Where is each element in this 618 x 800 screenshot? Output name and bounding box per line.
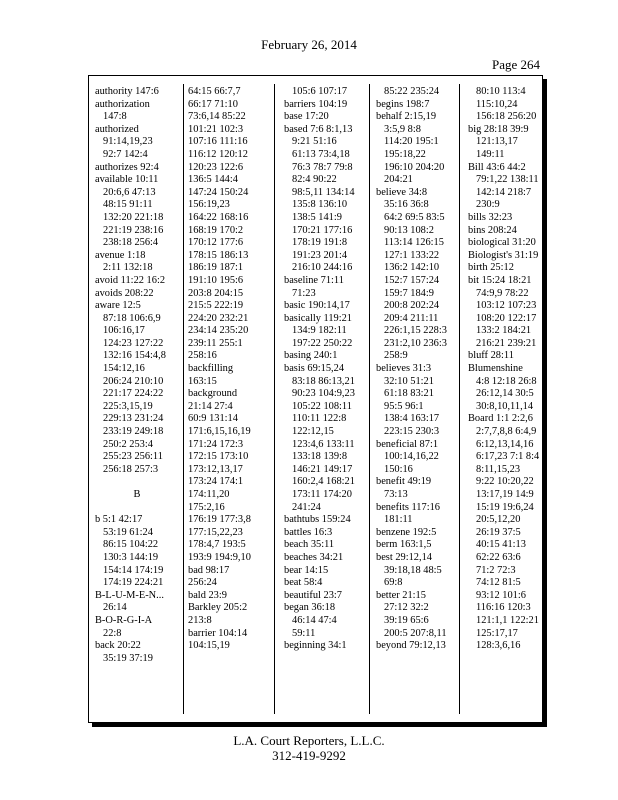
- index-entry-line: 178:15 186:13: [188, 249, 249, 261]
- index-entry-line: 21:14 27:4: [188, 400, 233, 412]
- index-entry-line: authorization: [95, 98, 150, 110]
- index-entry-line: 46:14 47:4: [292, 614, 337, 626]
- index-entry-line: 152:7 157:24: [384, 274, 440, 286]
- index-column-1: [95, 86, 179, 665]
- index-entry-line: 176:19 177:3,8: [188, 514, 251, 526]
- index-entry-line: 4:8 12:18 26:8: [476, 375, 537, 387]
- index-entry-line: 110:11 122:8: [292, 413, 347, 425]
- index-entry-line: Board 1:1 2:2,6: [468, 413, 533, 425]
- index-entry-line: bit 15:24 18:21: [468, 274, 532, 286]
- index-entry-line: 59:11: [292, 627, 316, 639]
- index-entry-line: beyond 79:12,13: [376, 640, 446, 652]
- index-entry-line: 191:23 201:4: [292, 249, 348, 261]
- index-entry-line: 164:22 168:16: [188, 211, 249, 223]
- index-entry-line: 258:9: [384, 350, 408, 362]
- index-entry-line: Blumenshine: [468, 363, 523, 375]
- index-entry-line: 156:19,23: [188, 199, 230, 211]
- index-entry-line: birth 25:12: [468, 262, 514, 274]
- index-entry-line: 107:16 111:16: [188, 136, 248, 148]
- index-column-2: [188, 86, 272, 653]
- index-entry-line: 154:14 174:19: [103, 564, 164, 576]
- footer-company: L.A. Court Reporters, L.L.C.: [233, 733, 385, 748]
- index-entry-line: 133:2 184:21: [476, 325, 532, 337]
- index-entry-line: 9:21 51:16: [292, 136, 337, 148]
- index-entry-line: 142:14 218:7: [476, 186, 532, 198]
- index-entry-line: 124:23 127:22: [103, 337, 164, 349]
- column-divider: [183, 84, 184, 714]
- index-entry-line: 60:9 131:14: [188, 413, 238, 425]
- column-divider: [369, 84, 370, 714]
- index-entry-line: 238:18 256:4: [103, 237, 159, 249]
- index-entry-line: beat 58:4: [284, 577, 323, 589]
- index-entry-line: big 28:18 39:9: [468, 123, 529, 135]
- index-entry-line: 104:15,19: [188, 640, 230, 652]
- index-entry-line: 216:10 244:16: [292, 262, 353, 274]
- index-entry-line: based 7:6 8:1,13: [284, 123, 353, 135]
- index-entry-line: 170:21 177:16: [292, 224, 353, 236]
- index-entry-line: basis 69:15,24: [284, 363, 345, 375]
- index-entry-line: 79:1,22 138:11: [476, 174, 539, 186]
- index-entry-line: 171:24 172:3: [188, 438, 244, 450]
- index-entry-line: Biologist's 31:19: [468, 249, 539, 261]
- index-entry-line: 125:17,17: [476, 627, 518, 639]
- index-entry-line: basing 240:1: [284, 350, 338, 362]
- index-entry-line: 90:13 108:2: [384, 224, 434, 236]
- index-entry-line: 241:24: [292, 501, 321, 513]
- index-entry-line: 101:21 102:3: [188, 123, 244, 135]
- index-entry-line: 170:12 177:6: [188, 237, 244, 249]
- index-letter-heading: B: [133, 489, 141, 500]
- index-entry-line: 98:5,11 134:14: [292, 186, 355, 198]
- index-entry-line: 177:15,22,23: [188, 526, 243, 538]
- index-entry-line: beaches 34:21: [284, 551, 344, 563]
- index-entry-line: 71:23: [292, 287, 316, 299]
- index-entry-line: [95, 476, 179, 489]
- index-entry-line: 173:24 174:1: [188, 476, 244, 488]
- index-entry-line: avoids 208:22: [95, 287, 154, 299]
- index-entry-line: beach 35:11: [284, 539, 335, 551]
- index-entry-line: bear 14:15: [284, 564, 329, 576]
- index-entry-line: 6:12,13,14,16: [476, 438, 534, 450]
- index-entry-line: 209:4 211:11: [384, 312, 439, 324]
- index-entry-line: believe 34:8: [376, 186, 428, 198]
- index-entry-line: 90:23 104:9,23: [292, 388, 355, 400]
- index-entry-line: 13:17,19 14:9: [476, 489, 534, 500]
- index-entry-line: base 17:20: [284, 111, 329, 123]
- index-entry-line: 91:14,19,23: [103, 136, 153, 148]
- index-entry-line: 128:3,6,16: [476, 640, 521, 652]
- index-entry-line: 168:19 170:2: [188, 224, 244, 236]
- index-entry-line: 22:8: [103, 627, 122, 639]
- index-entry-line: 231:2,10 236:3: [384, 337, 447, 349]
- index-entry-line: 105:6 107:17: [292, 86, 348, 97]
- index-entry-line: 92:7 142:4: [103, 148, 148, 160]
- index-entry-line: bald 23:9: [188, 589, 227, 601]
- index-entry-line: 172:15 173:10: [188, 451, 249, 463]
- index-entry-line: 135:8 136:10: [292, 199, 348, 211]
- index-entry-line: 174:11,20: [188, 489, 230, 500]
- index-entry-line: 121:1,1 122:21: [476, 614, 539, 626]
- index-entry-line: [95, 502, 179, 515]
- index-entry-line: benefits 117:16: [376, 501, 440, 513]
- index-entry-line: 6:17,23 7:1 8:4: [476, 451, 540, 463]
- index-entry-line: 103:12 107:23: [476, 300, 537, 312]
- index-entry-line: 8:11,15,23: [476, 463, 521, 475]
- column-divider: [459, 84, 460, 714]
- index-entry-line: 26:19 37:5: [476, 526, 521, 538]
- index-entry-line: authorizes 92:4: [95, 161, 159, 173]
- index-entry-line: 132:20 221:18: [103, 211, 164, 223]
- index-entry-line: 200:8 202:24: [384, 300, 440, 312]
- index-entry-line: 181:11: [384, 514, 413, 526]
- footer-phone: 312-419-9292: [272, 748, 346, 763]
- index-entry-line: 74:9,9 78:22: [476, 287, 529, 299]
- index-entry-line: 73:6,14 85:22: [188, 111, 246, 123]
- index-entry-line: 66:17 71:10: [188, 98, 238, 110]
- index-entry-line: 26:14: [103, 602, 127, 614]
- index-entry-line: 76:3 78:7 79:8: [292, 161, 353, 173]
- index-entry-line: 256:18 257:3: [103, 463, 159, 475]
- index-entry-line: 2:7,7,8,8 6:4,9: [476, 426, 537, 438]
- index-entry-line: 130:3 144:19: [103, 551, 159, 563]
- index-entry-line: 114:20 195:1: [384, 136, 439, 148]
- index-entry-line: barriers 104:19: [284, 98, 348, 110]
- index-entry-line: 233:19 249:18: [103, 426, 164, 438]
- index-entry-line: beautiful 23:7: [284, 589, 343, 601]
- index-entry-line: barrier 104:14: [188, 627, 248, 639]
- index-entry-line: 221:17 224:22: [103, 388, 164, 400]
- index-entry-line: bills 32:23: [468, 211, 513, 223]
- index-entry-line: 213:8: [188, 614, 212, 626]
- index-entry-line: 95:5 96:1: [384, 400, 424, 412]
- index-entry-line: authorized: [95, 123, 139, 135]
- index-entry-line: 195:18,22: [384, 148, 426, 160]
- index-entry-line: 48:15 91:11: [103, 199, 153, 211]
- index-entry-line: avenue 1:18: [95, 249, 146, 261]
- index-entry-line: available 10:11: [95, 174, 159, 186]
- index-entry-line: 147:8: [103, 111, 127, 123]
- index-entry-line: basically 119:21: [284, 312, 353, 324]
- index-entry-line: 32:10 51:21: [384, 375, 434, 387]
- index-entry-line: 121:13,17: [476, 136, 518, 148]
- index-entry-line: best 29:12,14: [376, 551, 432, 563]
- index-entry-line: began 36:18: [284, 602, 336, 614]
- index-entry-line: 105:22 108:11: [292, 400, 352, 412]
- index-entry-line: 258:16: [188, 350, 217, 362]
- index-entry-line: 116:16 120:3: [476, 602, 531, 614]
- index-entry-line: 204:21: [384, 174, 413, 186]
- index-entry-line: begins 198:7: [376, 98, 430, 110]
- page-number: Page 264: [492, 57, 541, 72]
- index-entry-line: 35:16 36:8: [384, 199, 429, 211]
- index-entry-line: 230:9: [476, 199, 500, 211]
- index-entry-line: 216:21 239:21: [476, 337, 537, 349]
- index-entry-line: B-O-R-G-I-A: [95, 614, 153, 626]
- index-entry-line: 193:9 194:9,10: [188, 551, 251, 563]
- index-entry-line: 173:11 174:20: [292, 489, 352, 500]
- index-entry-line: 82:4 90:22: [292, 174, 337, 186]
- index-entry-line: 69:8: [384, 577, 403, 589]
- index-entry-line: beneficial 87:1: [376, 438, 439, 450]
- index-entry-line: 115:10,24: [476, 98, 518, 110]
- index-entry-line: 134:9 182:11: [292, 325, 347, 337]
- index-entry-line: 122:12,15: [292, 426, 334, 438]
- column-divider: [274, 84, 275, 714]
- index-entry-line: 113:14 126:15: [384, 237, 444, 249]
- index-entry-line: beginning 34:1: [284, 640, 347, 652]
- index-entry-line: 159:7 184:9: [384, 287, 434, 299]
- index-entry-line: 35:19 37:19: [103, 652, 153, 664]
- index-entry-line: 149:11: [476, 148, 505, 160]
- index-entry-line: 156:18 256:20: [476, 111, 537, 123]
- index-entry-line: battles 16:3: [284, 526, 333, 538]
- index-entry-line: background: [188, 388, 238, 400]
- index-entry-line: 197:22 250:22: [292, 337, 353, 349]
- index-entry-line: 133:18 139:8: [292, 451, 348, 463]
- index-entry-line: 206:24 210:10: [103, 375, 164, 387]
- index-entry-line: berm 163:1,5: [376, 539, 432, 551]
- index-entry-line: 173:12,13,17: [188, 463, 243, 475]
- index-entry-line: avoid 11:22 16:2: [95, 274, 166, 286]
- index-entry-line: benzene 192:5: [376, 526, 437, 538]
- index-entry-line: 127:1 133:22: [384, 249, 440, 261]
- index-entry-line: 80:10 113:4: [476, 86, 526, 97]
- index-entry-line: back 20:22: [95, 640, 141, 652]
- index-entry-line: benefit 49:19: [376, 476, 432, 488]
- index-entry-line: 108:20 122:17: [476, 312, 537, 324]
- index-entry-line: 100:14,16,22: [384, 451, 439, 463]
- index-entry-line: 146:21 149:17: [292, 463, 353, 475]
- index-entry-line: 39:18,18 48:5: [384, 564, 442, 576]
- index-entry-line: 2:11 132:18: [103, 262, 153, 274]
- index-entry-line: 83:18 86:13,21: [292, 375, 355, 387]
- index-entry-line: b 5:1 42:17: [95, 514, 143, 526]
- index-entry-line: 215:5 222:19: [188, 300, 244, 312]
- index-entry-line: baseline 71:11: [284, 274, 344, 286]
- index-entry-line: 226:1,15 228:3: [384, 325, 447, 337]
- index-entry-line: 150:16: [384, 463, 413, 475]
- index-entry-line: 136:5 144:4: [188, 174, 238, 186]
- index-entry-line: 160:2,4 168:21: [292, 476, 355, 488]
- index-entry-line: 154:12,16: [103, 363, 145, 375]
- index-entry-line: aware 12:5: [95, 300, 141, 312]
- index-entry-line: bathtubs 159:24: [284, 514, 351, 526]
- index-entry-line: better 21:15: [376, 589, 426, 601]
- index-entry-line: 136:2 142:10: [384, 262, 440, 274]
- page-date: February 26, 2014: [261, 37, 357, 52]
- index-column-5: [468, 86, 552, 653]
- index-entry-line: 62:22 63:6: [476, 551, 521, 563]
- index-entry-line: 234:14 235:20: [188, 325, 249, 337]
- index-entry-line: Bill 43:6 44:2: [468, 161, 526, 173]
- index-entry-line: bins 208:24: [468, 224, 517, 236]
- index-entry-line: 74:12 81:5: [476, 577, 521, 589]
- index-entry-line: biological 31:20: [468, 237, 536, 249]
- index-entry-line: backfilling: [188, 363, 234, 375]
- index-entry-line: 106:16,17: [103, 325, 145, 337]
- index-entry-line: 85:22 235:24: [384, 86, 440, 97]
- index-entry-line: 255:23 256:11: [103, 451, 163, 463]
- index-entry-line: 256:24: [188, 577, 217, 589]
- index-entry-line: 223:15 230:3: [384, 426, 440, 438]
- index-entry-line: 61:13 73:4,18: [292, 148, 350, 160]
- index-column-3: [284, 86, 368, 653]
- index-entry-line: 186:19 187:1: [188, 262, 244, 274]
- index-entry-line: 120:23 122:6: [188, 161, 244, 173]
- index-entry-line: 175:2,16: [188, 501, 225, 513]
- index-entry-line: 191:10 195:6: [188, 274, 244, 286]
- index-entry-line: behalf 2:15,19: [376, 111, 437, 123]
- index-entry-line: 39:19 65:6: [384, 614, 429, 626]
- index-page-frame: [88, 75, 543, 723]
- index-entry-line: 163:15: [188, 375, 217, 387]
- index-entry-line: 64:2 69:5 83:5: [384, 211, 445, 223]
- index-entry-line: 171:6,15,16,19: [188, 426, 251, 438]
- index-entry-line: 225:3,15,19: [103, 400, 153, 412]
- index-entry-line: 40:15 41:13: [476, 539, 526, 551]
- index-entry-line: 250:2 253:4: [103, 438, 153, 450]
- index-entry-line: authority 147:6: [95, 86, 159, 97]
- index-entry-line: 147:24 150:24: [188, 186, 249, 198]
- index-entry-line: 203:8 204:15: [188, 287, 244, 299]
- index-entry-line: bad 98:17: [188, 564, 230, 576]
- index-entry-line: 64:15 66:7,7: [188, 86, 241, 97]
- index-entry-line: 20:5,12,20: [476, 514, 521, 526]
- index-entry-line: basic 190:14,17: [284, 300, 350, 312]
- index-entry-line: 86:15 104:22: [103, 539, 159, 551]
- index-entry-line: 138:4 163:17: [384, 413, 440, 425]
- index-entry-line: 9:22 10:20,22: [476, 476, 534, 488]
- index-entry-line: 132:16 154:4,8: [103, 350, 166, 362]
- index-entry-line: 71:2 72:3: [476, 564, 516, 576]
- index-entry-line: 53:19 61:24: [103, 526, 153, 538]
- index-entry-line: 26:12,14 30:5: [476, 388, 534, 400]
- index-entry-line: 138:5 141:9: [292, 211, 342, 223]
- index-entry-line: 93:12 101:6: [476, 589, 526, 601]
- index-entry-line: believes 31:3: [376, 363, 432, 375]
- index-entry-line: B-L-U-M-E-N...: [95, 589, 164, 601]
- index-entry-line: 178:19 191:8: [292, 237, 348, 249]
- index-entry-line: 224:20 232:21: [188, 312, 249, 324]
- index-entry-line: 27:12 32:2: [384, 602, 429, 614]
- index-entry-line: 116:12 120:12: [188, 148, 248, 160]
- index-entry-line: 20:6,6 47:13: [103, 186, 156, 198]
- index-entry-line: 3:5,9 8:8: [384, 123, 421, 135]
- index-entry-line: 200:5 207:8,11: [384, 627, 447, 639]
- index-entry-line: 73:13: [384, 489, 408, 500]
- index-entry-line: 221:19 238:16: [103, 224, 164, 236]
- index-entry-line: 174:19 224:21: [103, 577, 164, 589]
- index-entry-line: 87:18 106:6,9: [103, 312, 161, 324]
- index-entry-line: 239:11 255:1: [188, 337, 243, 349]
- index-column-4: [376, 86, 460, 653]
- index-entry-line: 196:10 204:20: [384, 161, 445, 173]
- index-entry-line: 229:13 231:24: [103, 413, 164, 425]
- index-entry-line: 123:4,6 133:11: [292, 438, 355, 450]
- index-entry-line: 15:19 19:6,24: [476, 501, 534, 513]
- index-entry-line: Barkley 205:2: [188, 602, 248, 614]
- index-entry-line: 178:4,7 193:5: [188, 539, 246, 551]
- index-entry-line: bluff 28:11: [468, 350, 514, 362]
- index-entry-line: 30:8,10,11,14: [476, 400, 534, 412]
- index-entry-line: 61:18 83:21: [384, 388, 434, 400]
